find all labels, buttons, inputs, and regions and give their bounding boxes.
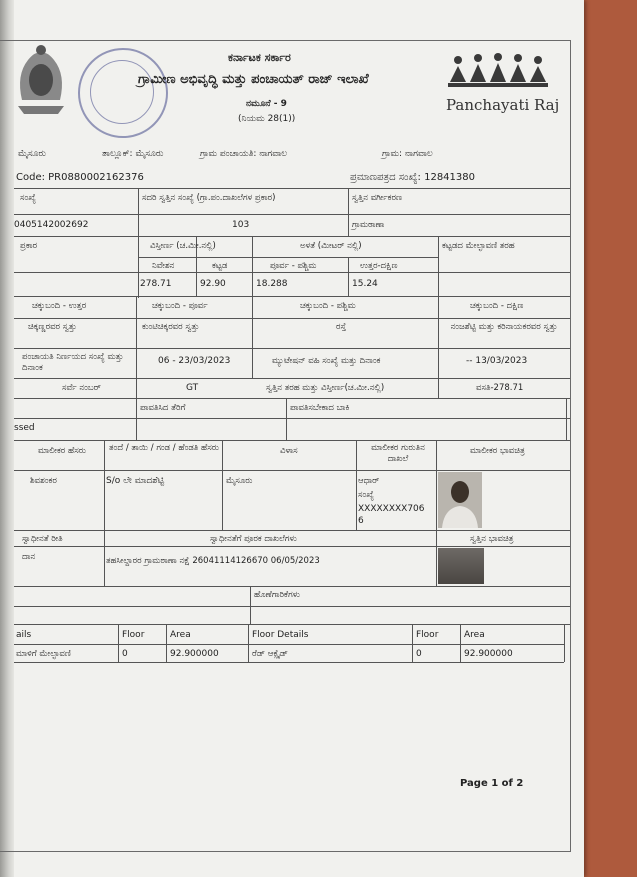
south-boundary-label: ಚಕ್ಕುಬಂದಿ - ದಕ್ಷಿಣ (470, 301, 524, 311)
id-number-end: 6 (358, 516, 364, 526)
east-boundary-label: ಚಕ್ಕುಬಂದಿ - ಪೂರ್ವ (152, 301, 208, 311)
floor-details-1: ಮಾಳಿಗೆ ಮೇಲ್ಛಾವಣಿ (16, 649, 71, 659)
type-label: ಪ್ರಕಾರ (20, 241, 38, 251)
floor-header: Floor (122, 630, 145, 640)
acquisition-docs-label: ಸ್ವಾಧೀನತೆಗೆ ಪೂರಕ ದಾಖಲೆಗಳು (210, 534, 297, 544)
north-south-length: 15.24 (352, 279, 378, 289)
east-boundary: ಕುಂಟಿಚಿಕ್ಕರವರ ಸ್ವತ್ತು (142, 322, 200, 332)
site-area: 278.71 (140, 279, 172, 289)
old-number-label: ಸದರಿ ಸ್ವತ್ತಿನ ಸಂಖ್ಯೆ (ಗ್ರಾ.ಪಂ.ದಾಖಲೆಗಳ ಪ್ರಕಾರ) (142, 193, 276, 203)
owner-id-label: ಮಾಲೀಕರ ಗುರುತಿನ ದಾಖಲೆ (371, 443, 425, 464)
south-boundary: ನಂಜಶೆಟ್ಟಿ ಮತ್ತು ಕರಿನಾಯಕರವರ ಸ್ವತ್ತು (450, 322, 558, 332)
address-label: ವಿಳಾಸ (280, 446, 298, 456)
property-photo-label: ಸ್ವತ್ತಿನ ಭಾವಚಿತ್ರ (470, 534, 514, 544)
old-property-number: 103 (232, 220, 250, 230)
relation-name: S/o ಲೇ ಮಾದಶೆಟ್ಟಿ (106, 476, 165, 486)
area-header-2: Area (464, 630, 485, 640)
karnataka-emblem-icon (8, 40, 74, 120)
resolution-label: ಪಂಚಾಯತಿ ನಿರ್ಣಯದ ಸಂಖ್ಯೆ ಮತ್ತು ದಿನಾಂಕ (22, 352, 124, 373)
tax-due-label: ಪಾವತಿಸಬೇಕಾದ ಬಾಕಿ (290, 403, 350, 413)
property-type-label: ಸ್ವತ್ತಿನ ತರಹ ಮತ್ತು ವಿಸ್ತೀರ್ಣ(ಚ.ಮೀ.ನಲ್ಲಿ) (266, 383, 385, 393)
classification-label: ಸ್ವತ್ತಿನ ವರ್ಗೀಕರಣ (352, 193, 402, 203)
relation-name-label: ತಂದೆ / ತಾಯಿ / ಗಂಡ / ಹೆಂಡತಿ ಹೆಸರು (109, 443, 219, 453)
area-2: 92.900000 (464, 649, 513, 659)
property-class: ಗ್ರಾಮಠಾಣಾ (352, 220, 385, 230)
mutation-value: -- 13/03/2023 (466, 356, 528, 366)
dimensions-label: ಅಳತೆ (ಮೀಟರ್ ನಲ್ಲಿ) (300, 241, 362, 251)
district: ಮೈಸೂರು (18, 149, 46, 159)
panchayati-raj-logo (446, 52, 559, 114)
acquisition-type: ದಾನ (22, 552, 36, 562)
person-photo-icon (438, 472, 482, 528)
west-boundary-label: ಚಕ್ಕುಬಂದಿ - ಪಶ್ಚಿಮ (300, 301, 356, 311)
property-number-label: ಸಂಖ್ಯೆ (20, 193, 36, 203)
built-label: ಕಟ್ಟಡ (212, 261, 228, 271)
floor-header-2: Floor (416, 630, 439, 640)
floor-2: 0 (416, 649, 422, 659)
floor-details-header-2: Floor Details (252, 630, 309, 640)
area-1: 92.900000 (170, 649, 219, 659)
property-code: Code: PR0880002162376 (16, 172, 144, 183)
liabilities-label: ಹೊಣೆಗಾರಿಕೆಗಳು (254, 590, 301, 600)
east-west-label: ಪೂರ್ವ - ಪಶ್ಚಿಮ (270, 261, 317, 271)
north-boundary-label: ಚಕ್ಕುಬಂದಿ - ಉತ್ತರ (32, 301, 87, 311)
resolution-value: 06 - 23/03/2023 (158, 356, 231, 366)
id-type: ಆಧಾರ್ (358, 476, 380, 486)
floor-1: 0 (122, 649, 128, 659)
built-area: 92.90 (200, 279, 226, 289)
form-number: ನಮೂನೆ - 9 (246, 99, 287, 109)
property-photo (438, 548, 484, 584)
floor-details-2: ರೆಡ್ ಆಕ್ಸೈಡ್ (252, 649, 288, 659)
north-boundary: ಚಿಕ್ಕಣ್ಣರವರ ಸ್ವತ್ತು (28, 322, 77, 332)
certificate-number: ಪ್ರಮಾಣಪತ್ರದ ಸಂಖ್ಯೆ: 12841380 (350, 172, 475, 183)
page-number: Page 1 of 2 (460, 778, 524, 789)
department-title: ಗ್ರಾಮೀಣ ಅಭಿವೃದ್ಧಿ ಮತ್ತು ಪಂಚಾಯತ್ ರಾಜ್ ಇಲಾಖೆ (138, 72, 369, 87)
logo-text: Panchayati Raj (446, 96, 560, 114)
survey-number-label: ಸರ್ವೆ ನಂಬರ್ (62, 383, 101, 393)
taluk: ತಾಲ್ಲೂಕ್: ಮೈಸೂರು (102, 149, 164, 159)
survey-number: GT (186, 383, 199, 393)
govt-title: ಕರ್ನಾಟಕ ಸರ್ಕಾರ (228, 51, 291, 64)
west-boundary: ರಸ್ತೆ (336, 322, 347, 332)
site-label: ನಿವೇಶನ (152, 261, 175, 271)
owner-address: ಮೈಸೂರು (226, 476, 253, 486)
north-south-label: ಉತ್ತರ-ದಕ್ಷಿಣ (360, 261, 398, 271)
property-type: ವಸತಿ-278.71 (476, 383, 524, 393)
rule-number: (ನಿಯಮ 28(1)) (238, 114, 296, 124)
tax-status: ssed (14, 423, 35, 433)
owner-name-label: ಮಾಲೀಕರ ಹೆಸರು (38, 446, 86, 456)
area-header: Area (170, 630, 191, 640)
owner-photo (438, 472, 482, 528)
id-number: XXXXXXXX706 (358, 504, 425, 514)
gram-panchayat: ಗ್ರಾಮ ಪಂಚಾಯತಿ: ನಾಗವಾಲ (200, 149, 288, 159)
mutation-label: ಮ್ಯುಟೇಷನ್ ವಹಿ ಸಂಖ್ಯೆ ಮತ್ತು ದಿನಾಂಕ (272, 356, 381, 366)
tax-paid-label: ಪಾವತಿಸಿದ ತೆರಿಗೆ (140, 403, 186, 413)
property-id: 0405142002692 (14, 220, 89, 230)
id-number-label: ಸಂಖ್ಯೆ (358, 490, 374, 500)
east-west-length: 18.288 (256, 279, 288, 289)
acquisition-type-label: ಸ್ವಾಧೀನತೆ ರೀತಿ (22, 534, 63, 544)
building-roof-label: ಕಟ್ಟಡದ ಮೇಲ್ಛಾವಣಿ ತರಹ (442, 241, 515, 251)
owner-name: ಶಿವಶಂಕರ (30, 476, 57, 486)
acquisition-docs: ತಹಸೀಲ್ದಾರರ ಗ್ರಾಮಠಾಣಾ ನಕ್ಷೆ 26041114126670 06/05/2023 (106, 556, 320, 566)
people-group-icon (446, 52, 550, 90)
official-stamp (78, 48, 168, 138)
area-label: ವಿಸ್ತೀರ್ಣ (ಚ.ಮೀ.ನಲ್ಲಿ) (150, 241, 216, 251)
village: ಗ್ರಾಮ: ನಾಗವಾಲ (382, 149, 433, 159)
floor-details-header: ails (16, 630, 32, 640)
owner-photo-label: ಮಾಲೀಕರ ಭಾವಚಿತ್ರ (470, 446, 525, 456)
